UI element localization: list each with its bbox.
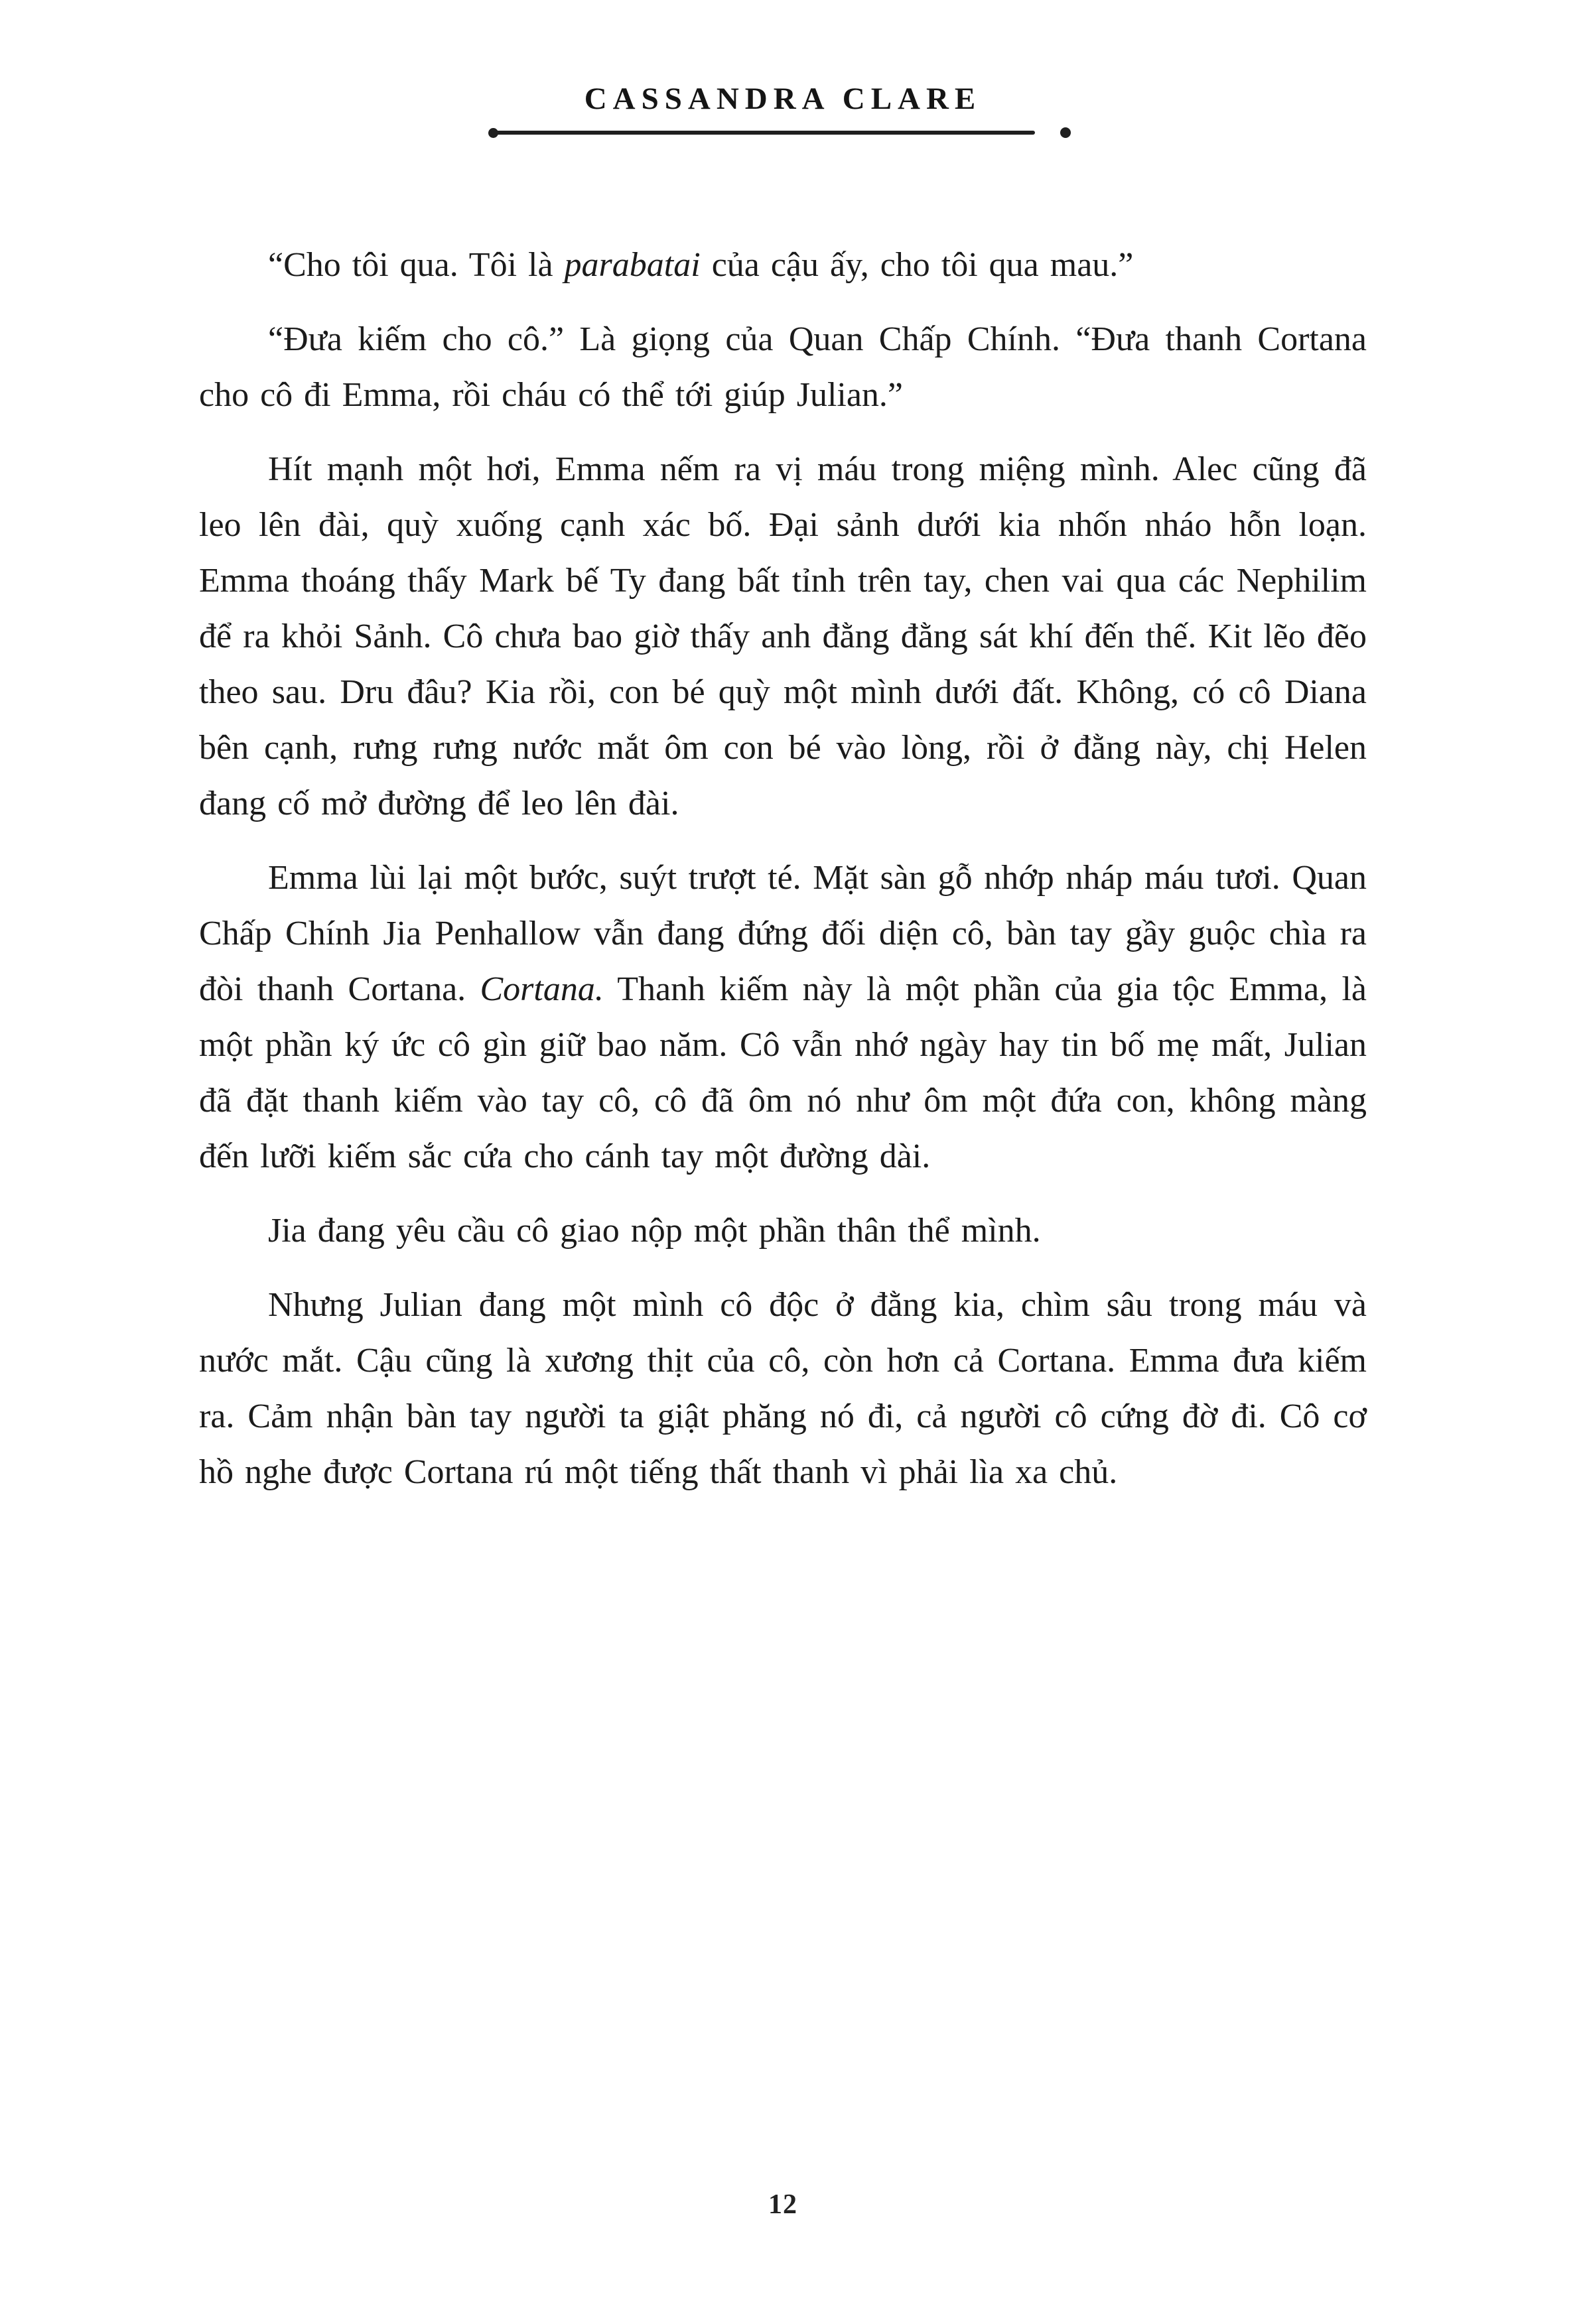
content-column xyxy=(199,0,1367,2324)
page-body xyxy=(199,237,1367,1519)
body-text: “Đưa kiếm cho cô.” Là giọng của Quan Chấp Chính. “Đưa thanh Cortana cho cô đi Emma, rồi cháu có thể tới giúp Julian.” xyxy=(199,320,1367,414)
italic-text: Cortana. xyxy=(480,970,604,1008)
paragraph-2 xyxy=(199,312,1367,423)
paragraph-4 xyxy=(199,850,1367,1185)
body-text: Hít mạnh một hơi, Emma nếm ra vị máu trong miệng mình. Alec cũng đã leo lên đài, quỳ xuống cạnh xác bố. Đại sảnh dưới kia nhốn nháo hỗn loạn. Emma thoáng thấy Mark bế Ty đang bất tỉnh trên tay, chen vai qua các Nephilim để ra khỏi Sảnh. Cô chưa bao giờ thấy anh đằng đằng sát khí đến thế. Kit lẽo đẽo theo sau. Dru đâu? Kia rồi, con bé quỳ một mình dưới đất. Không, có cô Diana bên cạnh, rưng rưng nước mắt ôm con bé vào lòng, rồi ở đằng này, chị Helen đang cố mở đường để leo lên đài. xyxy=(199,450,1367,822)
rule-right-dot-icon xyxy=(1060,127,1071,138)
paragraph-3 xyxy=(199,442,1367,832)
page-header xyxy=(199,81,1367,139)
body-text: “Cho tôi qua. Tôi là xyxy=(268,246,565,284)
body-text: Nhưng Julian đang một mình cô độc ở đằng kia, chìm sâu trong máu và nước mắt. Cậu cũng là xương thịt của cô, còn hơn cả Cortana. Emma đưa kiếm ra. Cảm nhận bàn tay người ta giật phăng nó đi, cả người cô cứng đờ đi. Cô cơ hồ nghe được Cortana rú một tiếng thất thanh vì phải lìa xa chủ. xyxy=(199,1286,1367,1491)
paragraph-6 xyxy=(199,1277,1367,1500)
rule-line xyxy=(491,131,1035,135)
body-text: Jia đang yêu cầu cô giao nộp một phần thân thể mình. xyxy=(268,1212,1041,1250)
author-name: CASSANDRA CLARE xyxy=(584,82,982,116)
page-footer xyxy=(199,2189,1367,2221)
paragraph-1 xyxy=(199,237,1367,293)
italic-text: parabatai xyxy=(564,246,701,284)
header-rule xyxy=(491,126,1075,139)
paragraph-5 xyxy=(199,1203,1367,1259)
body-text: Emma lùi lại một bước, suýt trượt té. Mặt sàn gỗ nhớp nháp máu tươi. Quan Chấp Chính Jia Penhallow vẫn đang đứng đối diện cô, bàn tay gầy guộc chìa ra đòi thanh Cortana. xyxy=(199,859,1367,1008)
page-number: 12 xyxy=(768,2189,797,2220)
body-text: của cậu ấy, cho tôi qua mau.” xyxy=(700,246,1134,284)
body-text: Thanh kiếm này là một phần của gia tộc Emma, là một phần ký ức cô gìn giữ bao năm. Cô vẫn nhớ ngày hay tin bố mẹ mất, Julian đã đặt thanh kiếm vào tay cô, cô đã ôm nó như ôm một đứa con, không màng đến lưỡi kiếm sắc cứa cho cánh tay một đường dài. xyxy=(199,970,1367,1175)
